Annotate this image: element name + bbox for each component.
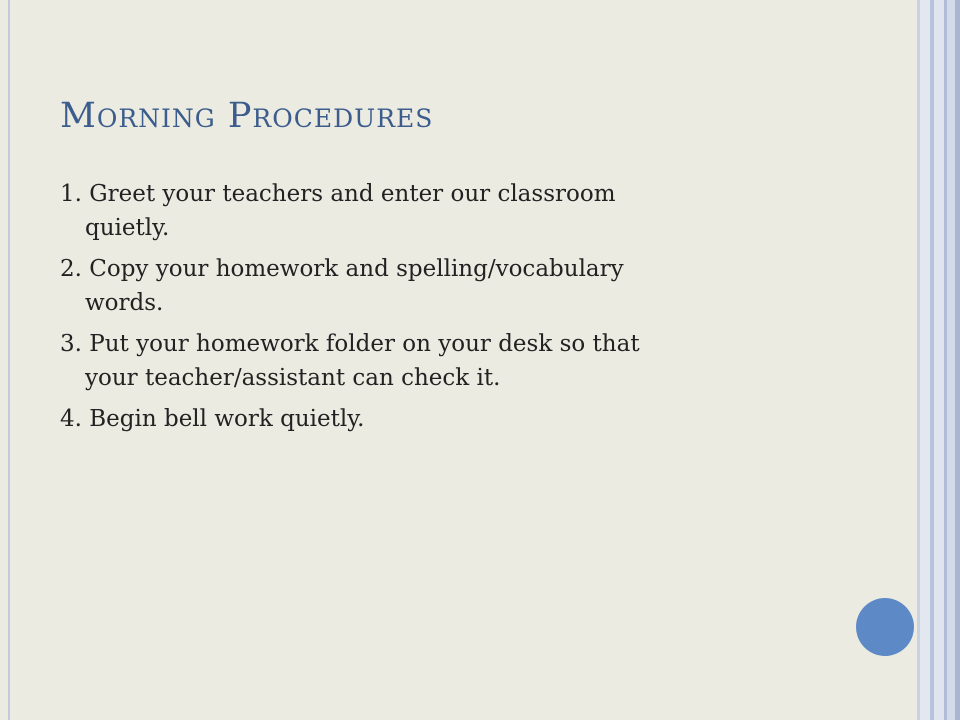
procedure-line: your teacher/assistant can check it. — [85, 365, 501, 391]
procedure-item — [60, 327, 780, 395]
procedure-line: 3. Put your homework folder on your desk so that — [60, 331, 640, 357]
slide-title: Morning Procedures — [60, 96, 434, 136]
left-frame-line — [8, 0, 10, 720]
procedure-line: words. — [85, 290, 164, 316]
procedure-line: quietly. — [85, 215, 170, 241]
right-decorative-stripe — [934, 0, 944, 720]
decorative-circle — [856, 598, 914, 656]
procedure-line: 4. Begin bell work quietly. — [60, 406, 365, 432]
right-decorative-stripe — [947, 0, 955, 720]
right-decorative-stripe — [920, 0, 930, 720]
procedure-item — [60, 252, 780, 320]
procedure-item — [60, 402, 780, 436]
procedure-line: 1. Greet your teachers and enter our classroom — [60, 181, 616, 207]
procedure-list — [60, 177, 780, 443]
procedure-item — [60, 177, 780, 245]
right-decorative-stripe — [955, 0, 960, 720]
procedure-line: 2. Copy your homework and spelling/vocabulary — [60, 256, 624, 282]
